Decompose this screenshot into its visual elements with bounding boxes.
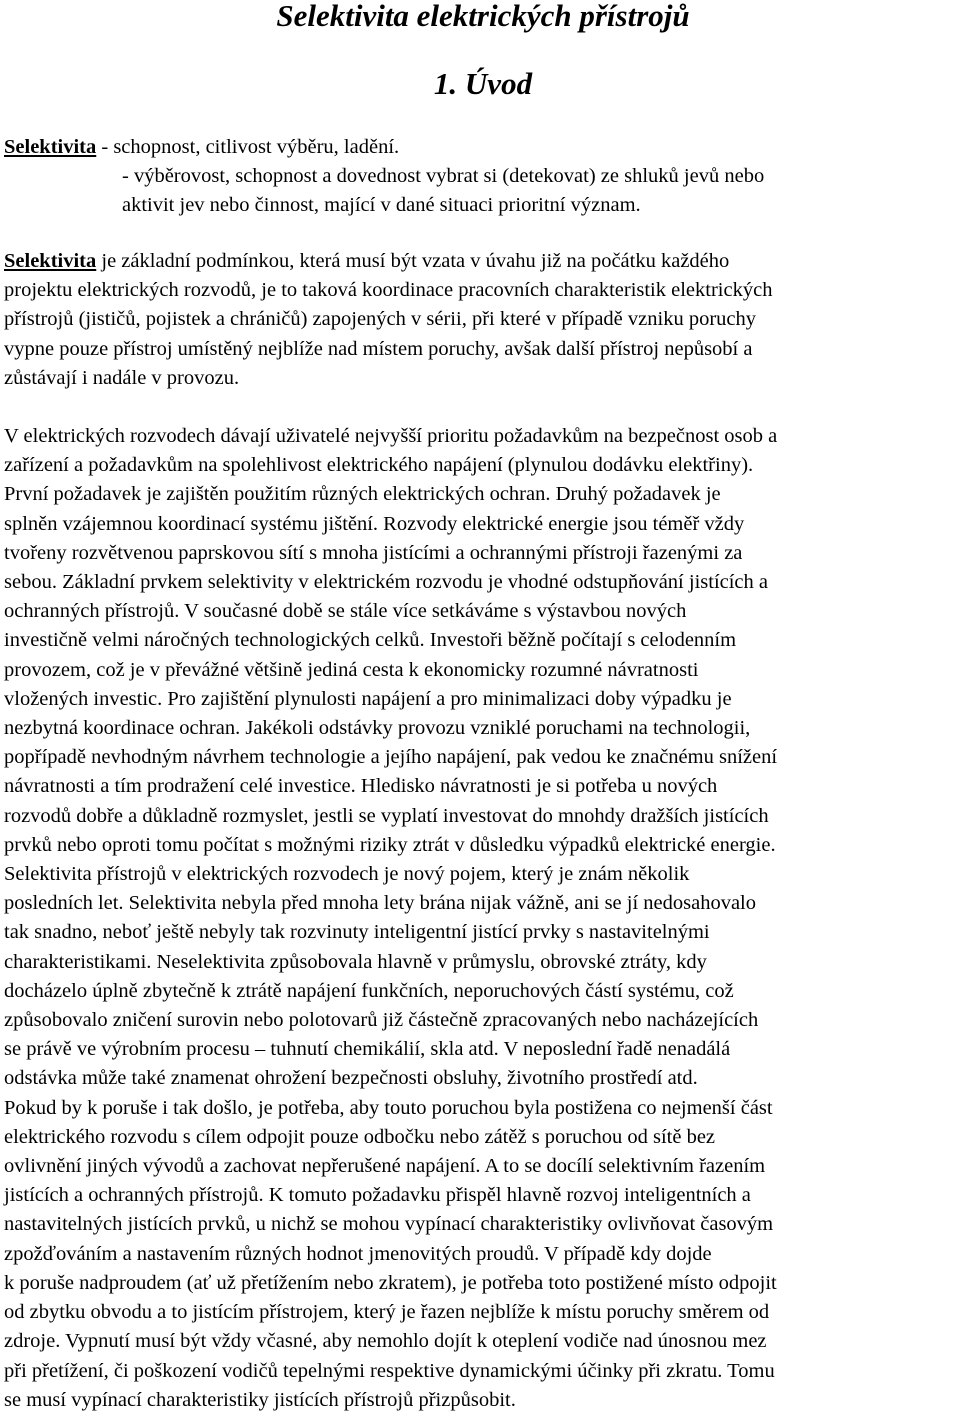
- section-heading: 1. Úvod: [433, 66, 533, 101]
- paragraph-1-line: přístrojů (jističů, pojistek a chráničů) zapojených v sérii, při které v případě vzniku poruchy: [4, 308, 757, 331]
- paragraph-2-line: způsobovalo zničení surovin nebo polotovarů již částečně zpracovaných nebo nacházejících: [4, 1009, 759, 1032]
- paragraph-2-line: zařízení a požadavkům na spolehlivost elektrického napájení (plynulou dodávku elektřiny).: [4, 454, 754, 477]
- paragraph-2-line: odstávka může také znamenat ohrožení bezpečnosti obsluhy, životního prostředí atd.: [4, 1067, 698, 1090]
- paragraph-2-line: elektrického rozvodu s cílem odpojit pouze odbočku nebo zátěž s poruchou od sítě bez: [4, 1125, 716, 1148]
- paragraph-2-line: k poruše nadproudem (ať už přetížením nebo zkratem), je potřeba toto postižené místo odpojit: [4, 1271, 777, 1294]
- paragraph-2-line: rozvodů dobře a důkladně rozmyslet, jestli se vyplatí investovat do mnohdy dražších jistících: [4, 804, 769, 827]
- paragraph-2-line: nastavitelných jistících prvků, u nichž se mohou vypínací charakteristiky ovlivňovat časovým: [4, 1213, 774, 1236]
- paragraph-2-line: jistících a ochranných přístrojů. K tomuto požadavku přispěl hlavně rozvoj inteligentních a: [4, 1184, 751, 1207]
- definition-term: Selektivita: [4, 136, 97, 158]
- paragraph-2-line: nezbytná koordinace ochran. Jakékoli odstávky provozu vzniklé poruchami na technologii,: [4, 717, 751, 740]
- paragraph-1-line: zůstávají i nadále v provozu.: [4, 366, 240, 389]
- paragraph-2-line: splněn vzájemnou koordinací systému jištění. Rozvody elektrické energie jsou téměř vždy: [4, 512, 745, 535]
- paragraph-1-line: projektu elektrických rozvodů, je to taková koordinace pracovních charakteristik elektrických: [4, 279, 773, 302]
- definition-line-1: [4, 133, 954, 162]
- definition-line-1-text: - schopnost, citlivost výběru, ladění.: [96, 136, 400, 158]
- paragraph-1-term: Selektivita: [4, 250, 97, 272]
- paragraph-2-line: tvořeny rozvětvenou paprskovou sítí s mnoha jistícími a ochrannými přístroji řazenými za: [4, 541, 743, 564]
- definition-line-3: aktivit jev nebo činnost, mající v dané situaci prioritní význam.: [122, 194, 641, 216]
- paragraph-2-line: prvků nebo oproti tomu počítat s možnými riziky ztrát v důsledku výpadků elektrické energie.: [4, 833, 776, 856]
- paragraph-2-line: popřípadě nevhodným návrhem technologie a jejího napájení, pak vedou ke značnému snížení: [4, 746, 778, 769]
- paragraph-2-line: V elektrických rozvodech dávají uživatelé nejvyšší prioritu požadavkům na bezpečnost osob a: [4, 425, 778, 447]
- paragraph-2-line: provozem, což je v převážné většině jediná cesta k ekonomicky rozumné návratnosti: [4, 658, 699, 681]
- paragraph-1-line: vypne pouze přístroj umístěný nejblíže nad místem poruchy, avšak další přístroj nepůsobí a: [4, 337, 753, 360]
- paragraph-2-line: od zbytku obvodu a to jistícím přístrojem, který je řazen nejblíže k místu poruchy směrem od: [4, 1301, 770, 1324]
- paragraph-2-line: investičně velmi náročných technologických celků. Investoři běžně počítají s celodenním: [4, 629, 737, 652]
- paragraph-2-line: docházelo úplně zbytečně k ztrátě napájení funkčních, neporuchových částí systému, což: [4, 979, 734, 1002]
- paragraph-1: [4, 247, 959, 393]
- paragraph-2-line: Selektivita přístrojů v elektrických rozvodech je nový pojem, který je znám několik: [4, 863, 690, 886]
- paragraph-2-line: se právě ve výrobním procesu – tuhnutí chemikálií, skla atd. V neposlední řadě nenadálá: [4, 1038, 731, 1061]
- paragraph-2-line: posledních let. Selektivita nebyla před mnoha lety brána nijak vážně, ani se jí nedosahovalo: [4, 892, 757, 915]
- paragraph-2: [4, 422, 959, 1415]
- paragraph-2-line: Pokud by k poruše i tak došlo, je potřeba, aby touto poruchou byla postižena co nejmenší část: [4, 1096, 773, 1119]
- paragraph-2-line: ovlivnění jiných vývodů a zachovat nepřerušené napájení. A to se docílí selektivním řazením: [4, 1155, 766, 1178]
- paragraph-2-line: se musí vypínací charakteristiky jistících přístrojů přizpůsobit.: [4, 1388, 516, 1411]
- paragraph-2-line: ochranných přístrojů. V současné době se stále více setkáváme s výstavbou nových: [4, 600, 687, 623]
- definition-line-2: - výběrovost, schopnost a dovednost vybrat si (detekovat) ze shluků jevů nebo: [122, 165, 765, 187]
- paragraph-2-line: sebou. Základní prvkem selektivity v elektrickém rozvodu je vhodné odstupňování jistících a: [4, 571, 769, 594]
- paragraph-2-line: zpožďováním a nastavením různých hodnot jmenovitých proudů. V případě kdy dojde: [4, 1242, 712, 1265]
- paragraph-2-line: První požadavek je zajištěn použitím různých elektrických ochran. Druhý požadavek je: [4, 483, 721, 506]
- paragraph-2-line: při přetížení, či poškození vodičů tepelnými respektive dynamickými účinky při zkratu. Tomu: [4, 1359, 775, 1382]
- paragraph-2-line: charakteristikami. Neselektivita způsobovala hlavně v průmyslu, obrovské ztráty, kdy: [4, 950, 707, 973]
- definition-block: [4, 133, 954, 220]
- document-title: Selektivita elektrických přístrojů: [276, 0, 690, 33]
- paragraph-2-line: návratnosti a tím prodražení celé investice. Hledisko návratnosti je si potřeba u nových: [4, 775, 718, 798]
- paragraph-2-line: tak snadno, neboť ještě nebyly tak rozvinuty inteligentní jistící prvky s nastavitelnými: [4, 921, 710, 944]
- paragraph-1-first-line-text: je základní podmínkou, která musí být vzata v úvahu již na počátku každého: [96, 250, 730, 272]
- paragraph-2-line: zdroje. Vypnutí musí být vždy včasné, aby nemohlo dojít k oteplení vodiče nad únosnou mez: [4, 1330, 767, 1353]
- paragraph-1-line: [4, 247, 959, 276]
- paragraph-2-line: vložených investic. Pro zajištění plynulosti napájení a pro minimalizaci doby výpadku je: [4, 687, 732, 710]
